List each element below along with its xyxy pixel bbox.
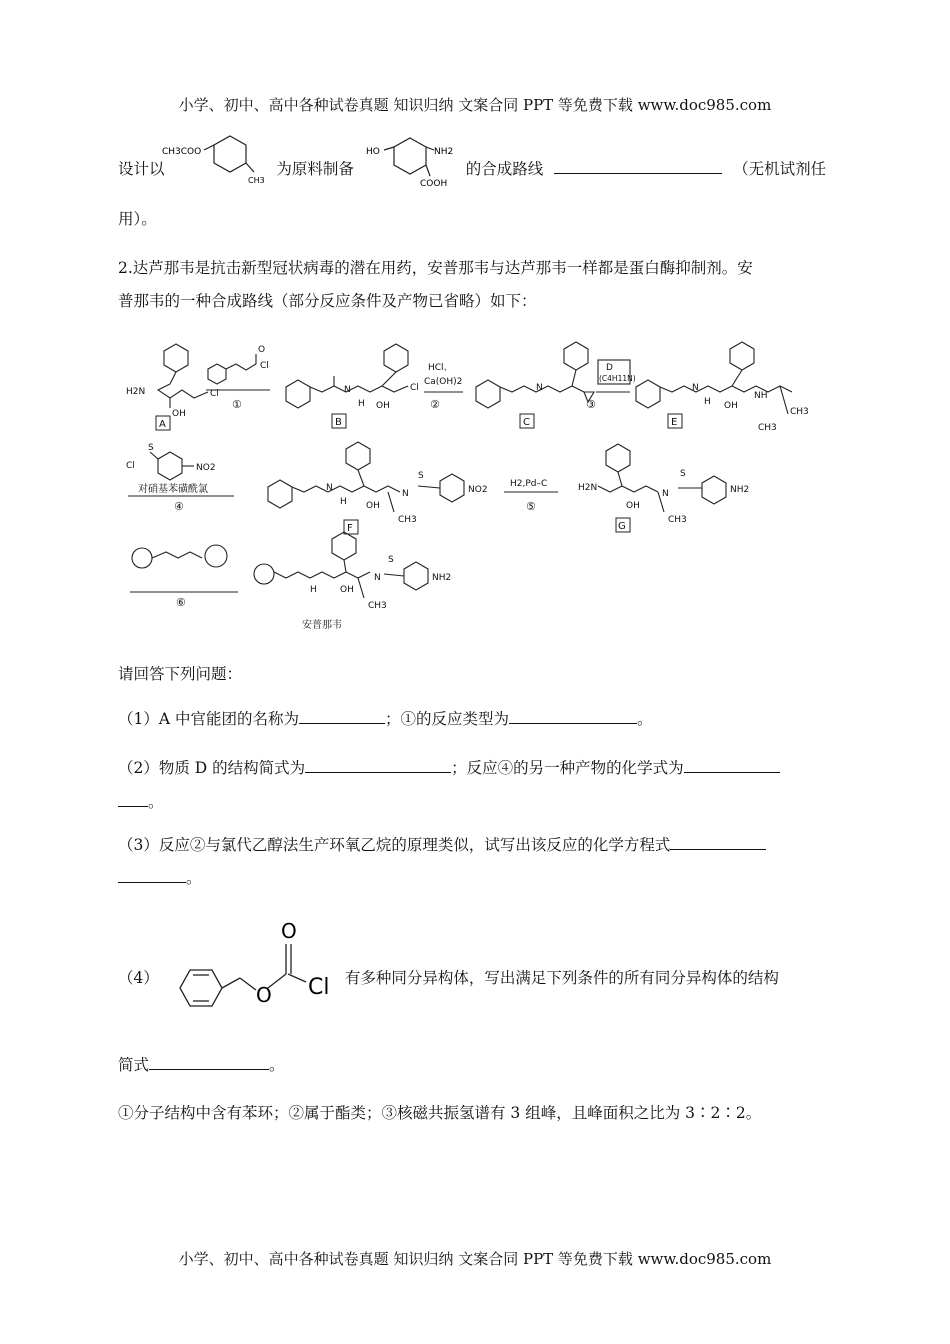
compound-c-label: C bbox=[523, 417, 530, 428]
label-h: H bbox=[704, 397, 711, 407]
sub3-text-a: （3）反应②与氯代乙醇法生产环氧乙烷的原理类似，试写出该反应的化学方程式 bbox=[118, 836, 671, 854]
label-h: H bbox=[310, 585, 317, 595]
label-no2: NO2 bbox=[196, 463, 216, 473]
label-nh: NH bbox=[754, 391, 768, 401]
label-nh2: NH2 bbox=[730, 485, 750, 495]
label-ch3: CH3 bbox=[790, 407, 809, 417]
step-1: ① bbox=[232, 398, 242, 411]
thf-ring bbox=[254, 564, 274, 584]
bond bbox=[358, 470, 364, 486]
label-h: H bbox=[358, 399, 365, 409]
sub4-text-a: （4） bbox=[118, 969, 159, 987]
label-cl: Cl bbox=[126, 461, 135, 471]
prompt: 请回答下列问题： bbox=[118, 665, 243, 683]
compound-e-label: E bbox=[671, 417, 678, 428]
bond bbox=[382, 372, 396, 386]
bond bbox=[426, 147, 434, 150]
label-ch3: CH3 bbox=[398, 515, 417, 525]
bond bbox=[732, 370, 742, 386]
sub4-text-c: 简式 bbox=[118, 1056, 150, 1074]
chain bbox=[152, 552, 202, 558]
synthesis-scheme bbox=[118, 326, 838, 636]
sub-question-4-cont bbox=[118, 1053, 285, 1075]
sub2-text-a: （2）物质 D 的结构简式为 bbox=[118, 759, 306, 777]
benzene-ring bbox=[476, 380, 500, 408]
sub-question-1 bbox=[118, 707, 653, 729]
sub-question-3 bbox=[118, 833, 766, 855]
bond bbox=[388, 492, 394, 512]
benzene-ring bbox=[702, 476, 726, 504]
label-s: S bbox=[680, 469, 686, 479]
reagent-2a: HCl、 bbox=[428, 363, 453, 373]
oxygen-label: O bbox=[281, 919, 297, 943]
label-n: N bbox=[374, 573, 381, 583]
thf-ring bbox=[132, 548, 152, 568]
reagent-3b: (C4H11N) bbox=[599, 374, 636, 383]
chain bbox=[598, 486, 658, 492]
q1-line2: 用）。 bbox=[118, 210, 157, 228]
label-n: N bbox=[344, 385, 351, 395]
bond bbox=[150, 452, 158, 459]
label-no2: NO2 bbox=[468, 485, 488, 495]
label-cl: Cl bbox=[260, 361, 269, 371]
label-oh: OH bbox=[172, 409, 186, 419]
benzene-ring bbox=[606, 444, 630, 472]
sub4-text-d: 。 bbox=[269, 1056, 285, 1074]
answer-blank[interactable] bbox=[299, 707, 385, 724]
step-3: ③ bbox=[586, 398, 596, 411]
q1-text-b: 为原料制备 bbox=[276, 160, 354, 178]
compound-b-label: B bbox=[335, 417, 342, 428]
step-4: ④ bbox=[174, 500, 184, 513]
sub1-text-c: 。 bbox=[637, 710, 653, 728]
label-ch3: CH3 bbox=[368, 601, 387, 611]
start-material-structure bbox=[160, 128, 270, 186]
label-oh: OH bbox=[340, 585, 354, 595]
answer-blank[interactable] bbox=[118, 866, 186, 883]
label-cl: Cl bbox=[410, 383, 419, 393]
benzene-ring bbox=[214, 136, 246, 172]
chain bbox=[158, 372, 208, 398]
label-o: O bbox=[258, 345, 266, 355]
bond bbox=[780, 386, 788, 414]
label-n: N bbox=[662, 489, 669, 499]
benzene-ring bbox=[730, 342, 754, 370]
conditions: ①分子结构中含有苯环；②属于酯类；③核磁共振氢谱有 3 组峰，且峰面积之比为 3∶2∶2。 bbox=[118, 1104, 762, 1122]
benzene-ring bbox=[164, 344, 188, 372]
q2-intro-line1: 2.达芦那韦是抗击新型冠状病毒的潜在用药，安普那韦与达芦那韦一样都是蛋白酶抑制剂。安 bbox=[118, 259, 753, 277]
nh2-label: NH2 bbox=[434, 147, 454, 157]
label-n: N bbox=[402, 489, 409, 499]
compound-f-label: F bbox=[347, 523, 353, 534]
bond bbox=[418, 486, 440, 488]
step-6: ⑥ bbox=[176, 596, 186, 609]
compound-g-label: G bbox=[618, 521, 626, 532]
sub1-text-a: （1）A 中官能团的名称为 bbox=[118, 710, 299, 728]
bond bbox=[288, 974, 306, 982]
page-header: 小学、初中、高中各种试卷真题 知识归纳 文案合同 PPT 等免费下载 www.doc985.com bbox=[178, 96, 772, 114]
label-ch3: CH3 bbox=[758, 423, 777, 433]
benzene-ring bbox=[564, 342, 588, 370]
chain bbox=[292, 486, 400, 492]
bond bbox=[204, 145, 214, 150]
label-h2n: H2N bbox=[126, 387, 146, 397]
chlorine-label: Cl bbox=[308, 975, 330, 1000]
bond bbox=[426, 165, 430, 176]
benzene-ring bbox=[286, 380, 310, 408]
acetoxy-label: CH3COO bbox=[162, 147, 202, 157]
label-n: N bbox=[692, 383, 699, 393]
answer-blank[interactable] bbox=[149, 1053, 269, 1070]
label-nh2: NH2 bbox=[432, 573, 452, 583]
methyl-label: CH3 bbox=[248, 176, 265, 185]
benzene-ring bbox=[208, 364, 226, 384]
answer-blank[interactable] bbox=[554, 157, 722, 174]
q1-text-c: 的合成路线 bbox=[465, 160, 544, 178]
label-n: N bbox=[536, 383, 543, 393]
benzene-ring bbox=[384, 344, 408, 372]
bond bbox=[572, 370, 576, 386]
q1-text-d: （无机试剂任 bbox=[733, 160, 827, 178]
succinimide-ring bbox=[205, 545, 227, 567]
answer-blank[interactable] bbox=[305, 756, 451, 773]
benzene-ring bbox=[268, 480, 292, 508]
answer-blank[interactable] bbox=[509, 707, 637, 724]
reagent-5: H2,Pd–C bbox=[510, 479, 548, 489]
reagent-3a: D bbox=[606, 363, 613, 373]
benzyl-chloroformate-structure bbox=[160, 916, 340, 1026]
target-structure bbox=[362, 128, 462, 190]
label-n: N bbox=[326, 483, 333, 493]
sub2-text-c: 。 bbox=[148, 793, 164, 811]
label-oh: OH bbox=[626, 501, 640, 511]
label-s: S bbox=[388, 555, 394, 565]
bond bbox=[246, 163, 254, 172]
benzene-ring bbox=[332, 532, 356, 560]
benzene-ring bbox=[404, 562, 428, 590]
ho-label: HO bbox=[366, 147, 380, 157]
label-h: H bbox=[340, 497, 347, 507]
sub-question-3-cont bbox=[118, 866, 202, 888]
bond bbox=[344, 560, 346, 572]
sub-question-2-cont bbox=[118, 790, 164, 812]
benzene-ring bbox=[636, 380, 660, 408]
bond bbox=[358, 578, 364, 598]
bond bbox=[618, 472, 622, 486]
label-oh: OH bbox=[376, 401, 390, 411]
bond bbox=[384, 147, 394, 150]
q2-intro-line2: 普那韦的一种合成路线（部分反应条件及产物已省略）如下： bbox=[118, 292, 537, 310]
page-footer: 小学、初中、高中各种试卷真题 知识归纳 文案合同 PPT 等免费下载 www.doc985.com bbox=[178, 1250, 772, 1268]
product-name: 安普那韦 bbox=[302, 620, 342, 631]
label-ch3: CH3 bbox=[668, 515, 687, 525]
answer-blank[interactable] bbox=[670, 833, 766, 850]
oxygen-label: O bbox=[256, 983, 272, 1007]
step-5: ⑤ bbox=[526, 500, 536, 513]
chain bbox=[660, 386, 792, 392]
reagent-4: 对硝基苯磺酰氯 bbox=[138, 484, 208, 495]
chain bbox=[226, 364, 256, 370]
benzene-ring bbox=[394, 138, 426, 174]
q1-text-a: 设计以 bbox=[118, 160, 165, 178]
compound-a-label: A bbox=[159, 419, 166, 430]
bond bbox=[240, 978, 256, 990]
label-cl: Cl bbox=[210, 389, 219, 399]
sub-question-2 bbox=[118, 756, 780, 778]
bond bbox=[384, 574, 404, 576]
chain bbox=[274, 572, 370, 578]
chain bbox=[310, 386, 408, 392]
sub3-text-c: 。 bbox=[186, 869, 202, 887]
label-s: S bbox=[148, 443, 154, 453]
sub4-text-b: 有多种同分异构体，写出满足下列条件的所有同分异构体的结构 bbox=[344, 969, 779, 987]
label-oh: OH bbox=[724, 401, 738, 411]
benzene-ring bbox=[346, 442, 370, 470]
label-oh: OH bbox=[366, 501, 380, 511]
cooh-label: COOH bbox=[420, 179, 448, 189]
reagent-2b: Ca(OH)2 bbox=[424, 377, 463, 387]
step-2: ② bbox=[430, 398, 440, 411]
label-h2n: H2N bbox=[578, 483, 598, 493]
sub1-text-b: ；①的反应类型为 bbox=[384, 710, 509, 728]
benzene-ring bbox=[440, 474, 464, 502]
answer-blank[interactable] bbox=[118, 790, 148, 807]
benzene-ring bbox=[158, 452, 182, 480]
answer-blank[interactable] bbox=[684, 756, 780, 773]
label-s: S bbox=[418, 471, 424, 481]
bond bbox=[222, 978, 240, 988]
sub2-text-b: ；反应④的另一种产物的化学式为 bbox=[451, 759, 684, 777]
